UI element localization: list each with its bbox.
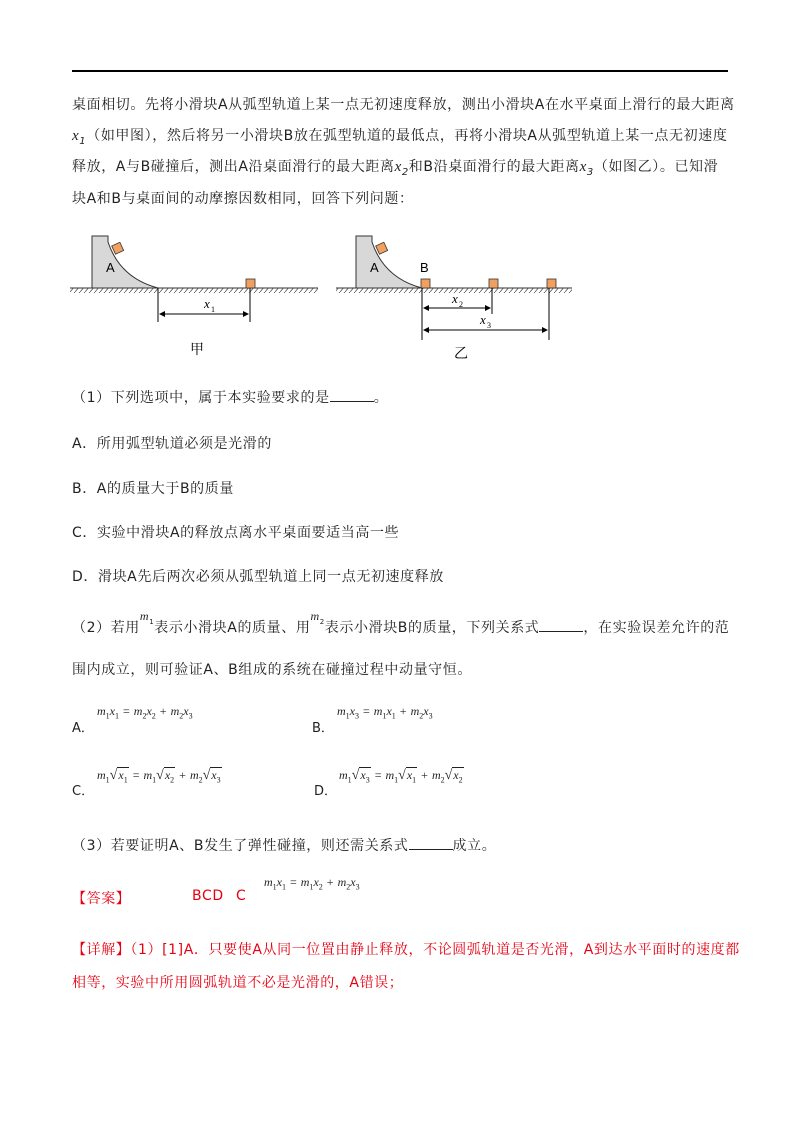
caption-jia: 甲 xyxy=(190,342,204,358)
intro-line-3 xyxy=(72,156,718,178)
detail-line-2 xyxy=(72,972,403,992)
q1-option-d xyxy=(72,566,444,586)
q2-text-a: （2）若用 xyxy=(72,620,140,636)
q3-end: 成立。 xyxy=(452,838,497,854)
option-text: A．所用弧型轨道必须是光滑的 xyxy=(72,436,272,452)
q1-option-a xyxy=(72,433,272,453)
detail-line-1 xyxy=(72,939,740,959)
option-text: B．A的质量大于B的质量 xyxy=(72,481,234,497)
detail-label: 【详解】 xyxy=(72,942,131,958)
q3-stem-text: （3）若要证明A、B发生了弹性碰撞，则还需关系式 xyxy=(72,838,409,854)
q2-option-a-label: A． xyxy=(72,721,94,736)
var-x: x xyxy=(394,159,402,175)
option-text: D．滑块A先后两次必须从弧型轨道上同一点无初速度释放 xyxy=(72,569,444,585)
q2-text-b: 表示小滑块A的质量、用 xyxy=(154,620,311,636)
sub-2: 2 xyxy=(319,617,325,626)
intro-line-2 xyxy=(72,125,727,147)
formula-c: $m_1√x_1 = m_1√x_2 + m_2√x_3$ xyxy=(97,768,221,785)
x3-sub: 3 xyxy=(487,321,491,330)
q1-option-c xyxy=(72,522,399,542)
label-a: A xyxy=(106,260,115,275)
var-x: x xyxy=(72,128,80,144)
block-b-final xyxy=(547,279,556,288)
q1-end: 。 xyxy=(373,390,389,406)
x1-sub: 1 xyxy=(211,305,215,314)
formula-a: $m_1x_1 = m_2x_2 + m_2x_3$ xyxy=(97,704,193,721)
block-a-on-track xyxy=(112,242,124,254)
formula-b: $m_1x_3 = m_1x_1 + m_2x_3$ xyxy=(337,704,433,721)
intro-text-1: 桌面相切。先将小滑块A从弧型轨道上某一点无初速度释放，测出小滑块A在水平桌面上滑行的最大距离 xyxy=(72,97,735,113)
answer-blank xyxy=(539,630,583,632)
intro-text-3a: 释放，A与B碰撞后，测出A沿桌面滑行的最大距离 xyxy=(72,159,395,175)
intro-text-3b: 和B沿桌面滑行的最大距离 xyxy=(408,159,580,175)
x3-label: x xyxy=(480,312,486,327)
q2-option-b-label: B． xyxy=(312,721,334,736)
answer-3-formula: $m_1x_1 = m_1x_2 + m_2x_3$ xyxy=(264,875,360,892)
var-x: x xyxy=(579,159,587,175)
answer-2: C xyxy=(236,888,247,904)
figure-jia xyxy=(70,236,318,358)
q2-text-c: 表示小滑块B的质量，下列关系式 xyxy=(324,620,540,636)
intro-text-2: （如甲图），然后将另一小滑块B放在弧型轨道的最低点，再将小滑块A从弧型轨道上某一点无初速度 xyxy=(86,128,728,144)
experiment-figure xyxy=(60,220,600,370)
label-b: B xyxy=(420,260,429,275)
figure-yi xyxy=(336,236,572,362)
q1-option-b xyxy=(72,478,234,498)
q1-stem-text: （1）下列选项中，属于本实验要求的是 xyxy=(72,390,330,406)
intro-line-1 xyxy=(72,94,735,114)
var-m: m xyxy=(139,609,150,623)
block-a-final xyxy=(246,279,255,288)
q2-text-line2: 围内成立，则可验证A、B组成的系统在碰撞过程中动量守恒。 xyxy=(72,662,472,678)
answer-1: BCD xyxy=(192,888,224,904)
block-b-initial xyxy=(421,279,430,288)
ground-hatch xyxy=(70,288,318,293)
intro-text-3c: （如图乙）。已知滑 xyxy=(593,159,719,175)
sub-3: 3 xyxy=(586,166,594,178)
answer-blank xyxy=(409,848,453,850)
answer-blank xyxy=(330,400,374,402)
intro-line-4 xyxy=(72,188,414,208)
header-rule xyxy=(72,70,728,72)
sub-1: 1 xyxy=(149,617,155,626)
option-text: C．实验中滑块A的释放点离水平桌面要适当高一些 xyxy=(72,525,400,541)
q2-option-c-label: C． xyxy=(72,784,95,799)
sub-2: 2 xyxy=(401,166,409,178)
formula-d: $m_1√x_3 = m_1√x_1 + m_2√x_2$ xyxy=(339,768,463,785)
detail-text-2: 相等，实验中所用圆弧轨道不必是光滑的，A错误； xyxy=(72,975,404,991)
detail-text-1: （1）[1]A．只要使A从同一位置由静止释放，不论圆弧轨道是否光滑，A到达水平面时的速度都 xyxy=(130,942,740,958)
var-m: m xyxy=(310,609,320,623)
track-b xyxy=(356,236,422,288)
q2-line-2 xyxy=(72,659,472,679)
block-a-on-track xyxy=(376,242,388,254)
q2-stem xyxy=(72,609,730,638)
sub-1: 1 xyxy=(79,135,87,147)
q2-text-d: ，在实验误差允许的范 xyxy=(583,620,730,636)
caption-yi: 乙 xyxy=(454,346,468,362)
q1-stem xyxy=(72,387,388,407)
answer-label: 【答案】 xyxy=(72,891,131,907)
x1-label: x xyxy=(204,296,210,311)
x2-label: x xyxy=(452,291,458,306)
q2-option-d-label: D． xyxy=(314,784,338,799)
intro-text-4: 块A和B与桌面间的动摩擦因数相同，回答下列问题： xyxy=(72,191,414,207)
block-a-final xyxy=(489,279,498,288)
track-a xyxy=(92,236,158,288)
x2-sub: 2 xyxy=(459,300,463,309)
q3-stem xyxy=(72,835,496,855)
label-a: A xyxy=(370,260,379,275)
